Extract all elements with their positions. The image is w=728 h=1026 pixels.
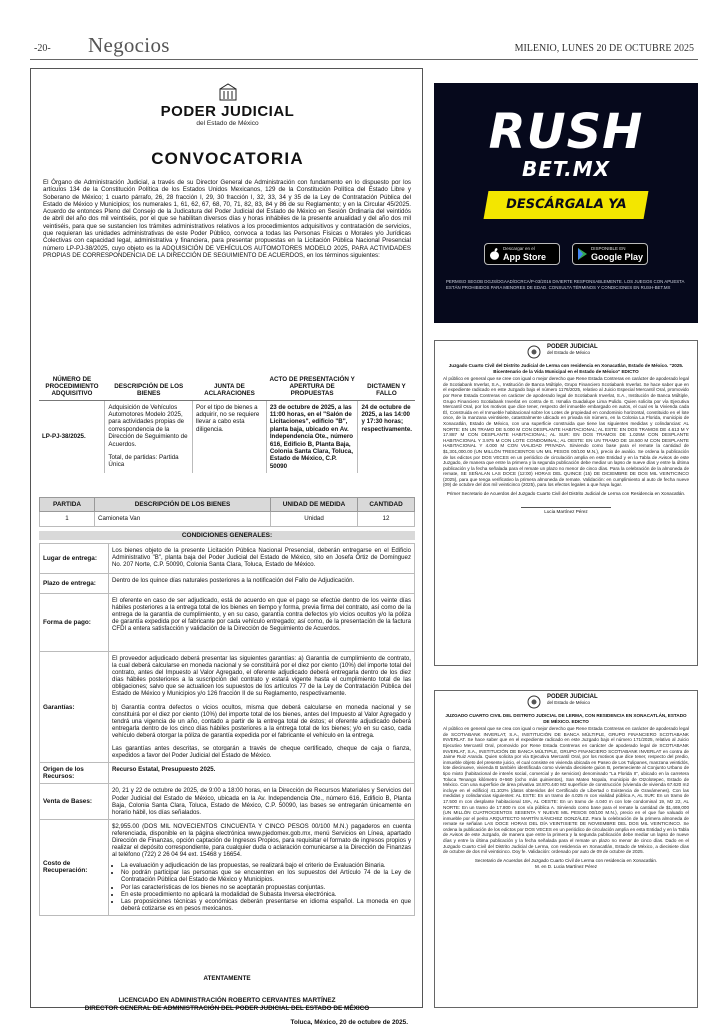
ad-brand: RUSH xyxy=(488,104,644,160)
condition-row xyxy=(40,819,415,915)
place-date: Toluca, México, 20 de octubre de 2025. xyxy=(290,1019,408,1026)
garantia-b: b) Garantía contra defectos o vicios ocultos, misma que deberá calcularse en moneda nacional y se constituirá por el diez por ciento (10%) del importe total de los bienes, antes del Impuesto al Valor Agregado y tendrá una vigencia de un año, contado a partir de la entrega total de éstos; el oferente adjudicado deberá entregarla dentro de los cinco días hábiles posteriores a la entrega total de los bienes; y/o en su caso, cada vehículo deberá otorgar la póliza de garantía expedida por el fabricante el vehículo en la entrega. xyxy=(112,703,411,739)
convocatoria-intro: El Órgano de Administración Judicial, a través de su Director General de Administración con fundamento en lo dispuesto por los artículos 134 de la Constitución Política de los Estados Unidos Mexicanos, 129 de la Constitución Política del Estado Libre y Soberano de México; 1 cuarto párrafo, 26, 28 fracción I, 29, 30 fracción I, 32, 33, 34 y 35 de la Ley de Contratación Pública del Estado de México y Municipios; los numerales 1, 61, 62, 67, 68, 70, 71, 82, 83, 84 y 86 de su Reglamento; y en la Circular 45/2025. Acuerdo de entonces Pleno del Consejo de la Judicatura del Poder Judicial del Estado de México en Sesión Ordinaria del veintidós de abril del año dos mil veintiséis, por el que se habilitan diversos días y horas inhábiles de la presente anualidad y del año dos mil veintiséis, para que se sustancien los trámites administrativos relativos a los procedimientos adquisitivos y contratación de servicios, que requieran las unidades administrativas de este Poder Público, convoca a todas las Personas Físicas o Morales y/o Jurídicas Colectivas con capacidad legal, administrativa y financiera, para presentar propuestas en la Licitación Pública Nacional Presencial número LP-PJ-38/2025, cuyo objeto es la ADQUISICIÓN DE VEHÍCULOS AUTOMOTORES MODELO 2025, PARA ACTIVIDADES PROPIAS DE CORRESPONDENCIA DE LA DIRECCIÓN DE SEGUIMIENTO DE ACUERDOS, en los términos siguientes: xyxy=(43,179,411,259)
condition-text xyxy=(109,652,415,763)
descripcion-text: Adquisición de Vehículos Automotores Modelo 2025, para actividades propias de correspondencia de la Dirección de Seguimiento de Acuerdos. xyxy=(108,403,188,448)
legal-notice-1 xyxy=(434,340,698,666)
condition-row xyxy=(40,594,415,652)
condition-row xyxy=(40,574,415,594)
list-item: • En este procedimiento no aplicará la modalidad de Subasta Inversa electrónica. xyxy=(121,891,411,898)
signature-line xyxy=(521,507,611,508)
condition-text: Recurso Estatal, Presupuesto 2025. xyxy=(109,763,415,784)
logo-title: PODER JUDICIAL xyxy=(160,103,295,120)
garantia-c: Las garantías antes descritas, se otorgarán a través de cheque certificado, cheque de caja o fianza, expedidos a favor del Poder Judicial del Estado de México. xyxy=(112,745,411,760)
condition-label: Plazo de entrega: xyxy=(40,574,109,594)
dateline: MILENIO, LUNES 20 DE OCTUBRE 2025 xyxy=(514,43,694,54)
list-item: • Las proposiciones técnicas y económicas deberán presentarse en idioma español. La moneda en que deberá cotizarse es en pesos mexicanos. xyxy=(121,898,411,912)
google-play-badge[interactable] xyxy=(572,243,648,265)
notice-pj-sub: del Estado de México xyxy=(547,350,591,355)
list-item: • Por las características de los bienes no se aceptarán propuestas conjuntas. xyxy=(121,884,411,891)
notice-body: Al público en general que se cree con igual o mejor derecho que Rene Estada Contreras en carácter de apoderado legal de Scotiabank Inverlat, S.A., Institución de Banca Múltiple, Grupo Financiero Scotiabank Inverlat. Se hace saber que en el expediente radicado en este Juzgado bajo el número 1176/2025, relativo al Juicio Especial Mercantil Oral, promovido por Rene Estada Contreras en carácter de apoderado legal de Scotiabank Inverlat, S.A., Institución de Banca Múltiple, Grupo Financiero Scotiabank Inverlat en contra de E. Ismalia Guadalupe Lima Pulido. Quien solicita por vía Ejecutiva Mercantil Oral, por los motivos que dice tener, respecto del inmueble embargado en autos, el cual es la Vivienda cada Él, Construida en el Inmueble habitacional sobre los Lotes de propiedad en condominio horizontal, constituido en el lote once, de la manzana veintisiete, catastralmente ubicado en privada sin número, en la Colonia La Florida, municipio de Xonacatlán, Estado de México, con una superficie construida que tiene las siguientes medidas y colindancias: AL NORTE: EN UN TRAMO DE 5.000 M CON DESPLANTE HABITACIONAL; AL ESTE: EN DOS TRAMOS DE 4.613 M Y 17.887 M CON DESPLANTE HABITACIONAL; AL SUR: EN DOS TRAMOS DE 1.025M CON DESPLANTE HABITACIONAL Y 3.975 M CON LOTE CONDOMINAL; AL OESTE: EN UN TRAMO DE 18.500 M CON DESPLANTE HABITACIONAL Y 4.000 M CON VIALIDAD PRIVADA. Sirviendo como base para el remate la cantidad de $1,301,000.00 (UN MILLÓN TRESCIENTOS UN MIL PESOS 00/100 M.N.), precio de avalúo. Se ordena la publicación de los edictos por DOS VECES en un periódico de circulación amplia en este Entidad y en la Tabla de Avisos de este Juzgado, de manera que entre la primera y la segunda publicación debe mediar un lapso de nueve días y entre la última publicación y la fecha señalada para el remate un plazo no menor de cinco días. Para la celebración de la almoneda de remate, SE SEÑALAN LAS DOCE (12:00) HORAS DEL QUINCE (15) DE DICIEMBRE DE DOS MIL VEINTICINCO (2025), para que tenga verificativo la primera almoneda de remate. Validación: en cumplimiento al auto de fecha nueve (09) de octubre del dos mil veinticinco (2025), para los efectos legales a que haya lugar. xyxy=(443,376,689,488)
costo-bullets xyxy=(112,862,411,912)
condition-text: Los bienes objeto de la presente Licitación Pública Nacional Presencial, deberán entregarse en el Edificio Administrativo "B", planta baja del Poder Judicial del Estado de México, sito en Josefa Ortiz de Domínguez No. 207 Norte, C.P. 50090, Colonia Santa Clara, Toluca, Estado de México. xyxy=(109,544,415,574)
col-dictamen: DICTAMEN Y FALLO xyxy=(358,374,415,400)
condition-label: Forma de pago: xyxy=(40,594,109,652)
cell-numero: LP-PJ-38/2025. xyxy=(42,433,86,441)
app-store-small: Descargar en el xyxy=(503,246,535,251)
poder-judicial-logo xyxy=(31,83,424,128)
garantia-a: El proveedor adjudicado deberá presentar las siguientes garantías: a) Garantía de cumplimiento de contrato, la cual deberá calcularse en moneda nacional y se constituirá por el diez por ciento (10%) del importe total del contrato, antes del Impuesto al Valor Agregado, el oferente adjudicado deberá entregarla dentro de los diez días hábiles posteriores a la suscripción del contrato y estará vigente hasta el cumplimiento total de las obligaciones; salvo que se actualicen los supuestos de los artículos 77 de la Ley de Contratación Pública del Estado de México y Municipios y/o 126 fracción II de su Reglamento, respectivamente. xyxy=(112,655,411,698)
conditions-title: CONDICIONES GENERALES: xyxy=(39,531,415,540)
rush-bet-ad[interactable] xyxy=(434,83,698,323)
condition-label: Garantías: xyxy=(40,652,109,763)
notice-pj-title: PODER JUDICIAL xyxy=(547,344,598,350)
legal-notice-2 xyxy=(434,690,698,1008)
signer-title: DIRECTOR GENERAL DE ADMINISTRACIÓN DEL PODER JUDICIAL DEL ESTADO DE MÉXICO xyxy=(84,1004,370,1012)
condition-label: Venta de Bases: xyxy=(40,784,109,819)
convocatoria-notice xyxy=(30,68,423,1026)
condition-text xyxy=(109,819,415,915)
signature-block xyxy=(39,997,415,1012)
app-store-badge[interactable] xyxy=(484,243,560,265)
cell-cantidad: 12 xyxy=(358,512,415,526)
total-partidas: Total, de partidas: Partida Única xyxy=(108,454,179,469)
table-row xyxy=(39,400,415,473)
google-play-small: DISPONIBLE EN xyxy=(591,246,626,251)
state-seal-icon xyxy=(217,83,239,103)
notice-title: Juzgado Cuarto Civil del Distrito Judicial de Lerma con residencia en Xonacatlán, Estado de México. "2025. Bicentenario de la Vida Municipal en el Estado de México" EDICTO xyxy=(448,363,684,374)
col-unidad: UNIDAD DE MEDIDA xyxy=(271,498,358,512)
notice-sign: Primer Secretario de Acuerdos del Juzgado Cuarto Civil del Distrito Judicial de Lerma con Residencia en Xonacatlán. xyxy=(446,491,686,497)
notice-pj xyxy=(547,345,598,355)
condition-text: Dentro de los quince días naturales posteriores a la notificación del Fallo de Adjudicación. xyxy=(109,574,415,594)
condition-label: Costo de Recuperación: xyxy=(40,819,109,915)
ad-brand-sub: BET.MX xyxy=(521,157,611,181)
cell-partida: 1 xyxy=(40,512,95,526)
cell-unidad: Unidad xyxy=(271,512,358,526)
notice-pj xyxy=(547,695,598,705)
items-table xyxy=(39,497,415,527)
condition-row xyxy=(40,652,415,763)
cell-junta: Por el tipo de bienes a adquirir, no se requiere llevar a cabo esta diligencia. xyxy=(193,400,267,473)
costo-text: $2,955.00 (DOS MIL NOVECIENTOS CINCUENTA Y CINCO PESOS 00/100 M.N.) pagaderos en cuenta referenciada, disponible en la página electrónica www.pjedomex.gob.mx, menú Servicios en Línea, apartado Dirección de Finanzas, opción captación de Ingresos Propios, para requisitar el formato de ingresos propios y realizar el depósito correspondiente, para cualquier duda o aclaración comunicarse a la Dirección de Finanzas al teléfono (722) 2 26 04 94 ext. 15468 y 16654. xyxy=(112,822,411,859)
condition-label: Origen de los Recursos: xyxy=(40,763,109,784)
col-cantidad: CANTIDAD xyxy=(358,498,415,512)
seal-icon xyxy=(527,695,541,709)
seal-icon xyxy=(527,345,541,359)
col-numero: NÚMERO DE PROCEDIMIENTO ADQUISITIVO xyxy=(39,374,105,400)
notice-title: JUZGADO CUARTO CIVIL DEL DISTRITO JUDICIAL DE LERMA, CON RESIDENCIA EN XONACATLÁN, ESTADO DE MÉXICO. EDICTO xyxy=(445,713,687,724)
ad-legal-text: PERMISO SEGOB DGJS/DGAAD/DCRCA/P-03/2016 DIVIERTE RESPONSABLEMENTE. LOS JUEGOS CON APUESTA ESTÁN PROHIBIDOS PARA MENORES DE EDAD. CONSULTA TÉRMINOS Y CONDICIONES EN RUSH-BET.MX xyxy=(446,279,685,290)
google-play-label: Google Play xyxy=(591,252,644,262)
condition-label: Lugar de entrega: xyxy=(40,544,109,574)
page-header xyxy=(0,0,728,60)
condition-row xyxy=(40,544,415,574)
col-desc-bienes: DESCRIPCIÓN DE LOS BIENES xyxy=(95,498,271,512)
notice-body: Al público en general que se crea con igual o mejor derecho que Rene Estada Contreras en carácter de apoderado legal de SCOTIABANK INVERLAT, S.A., INSTITUCIÓN DE BANCA MÚLTIPLE, GRUPO FINANCIERO SCOTIABANK INVERLAT. Se hace saber que en el expediente radicado en este Juzgado bajo el número 171/2025, relativo al Juicio Ejecutivo Mercantil Oral, promovido por Rene Estada Contreras en carácter de apoderado legal de SCOTIABANK INVERLAT, S.A., INSTITUCIÓN DE BANCA MÚLTIPLE, GRUPO FINANCIERO SCOTIABANK INVERLAT en contra de Jaime Ruiz Aranda. Quien solicita por vía Ejecutiva Mercantil Oral, por los motivos que dice tener, respecto del predio, inmueble objeto del presente juicio, el cual consiste en vivienda ubicada en Paseo de Los Tulipanes, manzana veintidós, lote diecinueve, vivienda B también identificada como vivienda diecisiete guion B, perteneciente al Conjunto Urbano de tipo mixto (habitacional de interés social, comercial y de servicios) denominado "La Florida II", ubicado en la carretera Toluca Tenango kilómetro 0+560 (ocho más quinientos), San Mateo Nopala, municipio de Otzolotepec, Estado de México. Con una superficie de área privativa 18.870.440 M2 superficie de construcción (vivienda de vivienda 67.620 m2 incluye en el edificio) 41.102% (datos obtenidos del Certificado de Libertad o Existencia de Gravámenes). Con las medidas y colindancias siguientes: AL ESTE: En un tramo de 4.025 m con vialidad pública A, AL SUR: En un tramo de 17.500 m con desplante habitacional 18A, AL OESTE: En un tramo de 4.040 m con lote condominal 19, Mz 22, AL NORTE: En un tramo de 17.800 m con vía pública A. Sirviendo como base para el remate la cantidad de $1,469,000 (UN MILLÓN CUATROCIENTOS SESENTA Y NUEVE MIL PESOS 00/100 M.N.), precio en el que fue valuado el inmueble por el perito ARQUITECTO MARTÍN SÁNCHEZ GONZÁLEZ. Para la celebración de la primera almoneda de remate se señalan LAS DOCE HORAS DEL DÍA VEINTISIETE DE NOVIEMBRE DEL DOS MIL VEINTICINCO. Se ordena la publicación de los edictos por DOS VECES en un periódico de circulación amplia en esta Entidad y en la Tabla de Avisos de este Juzgado, de manera que entre la primera y la segunda publicación debe mediar un lapso de nueve días y entre la última publicación y la fecha señalada para el remate un plazo no menor de cinco días. Dado en el Juzgado Cuarto Civil del Distrito Judicial de Lerma, con residencia en Xonacatlán, Estado de México, a diecisiete días de octubre de dos mil veinticinco. Doy fe. Validación: ordenado por auto de 09 de octubre de 2025. xyxy=(443,726,689,855)
notice-header xyxy=(435,341,697,363)
condition-row xyxy=(40,763,415,784)
notice-sign: Secretario de Acuerdos del Juzgado Cuarto Civil de Lerma con residencia en Xonacatlán. xyxy=(474,857,658,863)
google-play-icon xyxy=(577,248,588,260)
cell-descripcion xyxy=(105,400,193,473)
section-title: Negocios xyxy=(88,33,170,57)
logo-subtitle: del Estado de México xyxy=(196,120,259,127)
cell-bien: Camioneta Van xyxy=(95,512,271,526)
notice-header xyxy=(435,691,697,713)
condition-row xyxy=(40,784,415,819)
apple-icon xyxy=(489,248,500,260)
page-number: -20- xyxy=(34,43,51,54)
col-descripcion: DESCRIPCIÓN DE LOS BIENES xyxy=(105,374,193,400)
convocatoria-title: CONVOCATORIA xyxy=(151,149,304,168)
table-row xyxy=(40,512,415,526)
col-junta: JUNTA DE ACLARACIONES xyxy=(193,374,267,400)
condition-text: El oferente en caso de ser adjudicado, está de acuerdo en que el pago se efectúe dentro de los veinte días hábiles posteriores a la entrega total de los bienes en tiempo y forma, previa firma del contrato, así como de la entrega de la garantía de cumplimiento, y en su caso, garantía contra defectos y/o vicios ocultos y/o la póliza de garantía expedida por el fabricante por cada vehículo entregado; así como, de la presentación de la factura CFDI a entera satisfacción y validación de la Dirección de Seguimiento de Acuerdos. xyxy=(109,594,415,652)
cell-acto: 23 de octubre de 2025, a las 11:00 horas, en el "Salón de Licitaciones", edificio "B", planta baja, ubicado en Av. Independencia Ote., número 616, Edificio B, Planta Baja, Colonia Santa Clara, Toluca, Estado de México, C.P. 50090 xyxy=(266,400,358,473)
app-store-label: App Store xyxy=(503,252,547,262)
list-item: • La evaluación y adjudicación de las propuestas, se realizará bajo el criterio de Evaluación Binaria. xyxy=(121,862,411,869)
condition-text: 20, 21 y 22 de octubre de 2025, de 9:00 a 18:00 horas, en la Dirección de Recursos Materiales y Servicios del Poder Judicial del Estado de México, ubicada en la Av. Independencia Ote., número 616, Edificio B, Planta Baja, Colonia Santa Clara, Toluca, Estado de México, C.P. 50090, las bases se entregarán únicamente en horario hábil, los días señalados. xyxy=(109,784,415,819)
notice-signer: Lucia Martínez Pérez xyxy=(544,508,588,514)
atentamente: ATENTAMENTE xyxy=(203,975,251,982)
conditions-table xyxy=(39,543,415,916)
procedure-table xyxy=(39,374,415,473)
cell-dictamen: 24 de octubre de 2025, a las 14:00 y 17:30 horas; respectivamente. xyxy=(358,400,415,473)
header-rule xyxy=(30,59,698,60)
notice-pj-title: PODER JUDICIAL xyxy=(547,694,598,700)
col-acto: ACTO DE PRESENTACIÓN Y APERTURA DE PROPUESTAS xyxy=(266,374,358,400)
signer-name: LICENCIADO EN ADMINISTRACIÓN ROBERTO CERVANTES MARTÍNEZ xyxy=(118,997,336,1004)
download-button[interactable]: DESCÁRGALA YA xyxy=(484,191,649,219)
notice-signer: M. en D. Lucia Martínez Pérez xyxy=(534,864,598,870)
col-partida: PARTIDA xyxy=(40,498,95,512)
list-item: • No podrán participar las personas que se encuentren en los supuestos del Artículo 74 de la Ley de Contratación Pública del Estado de México y Municipios. xyxy=(121,869,411,883)
notice-pj-sub: del Estado de México xyxy=(547,700,591,705)
